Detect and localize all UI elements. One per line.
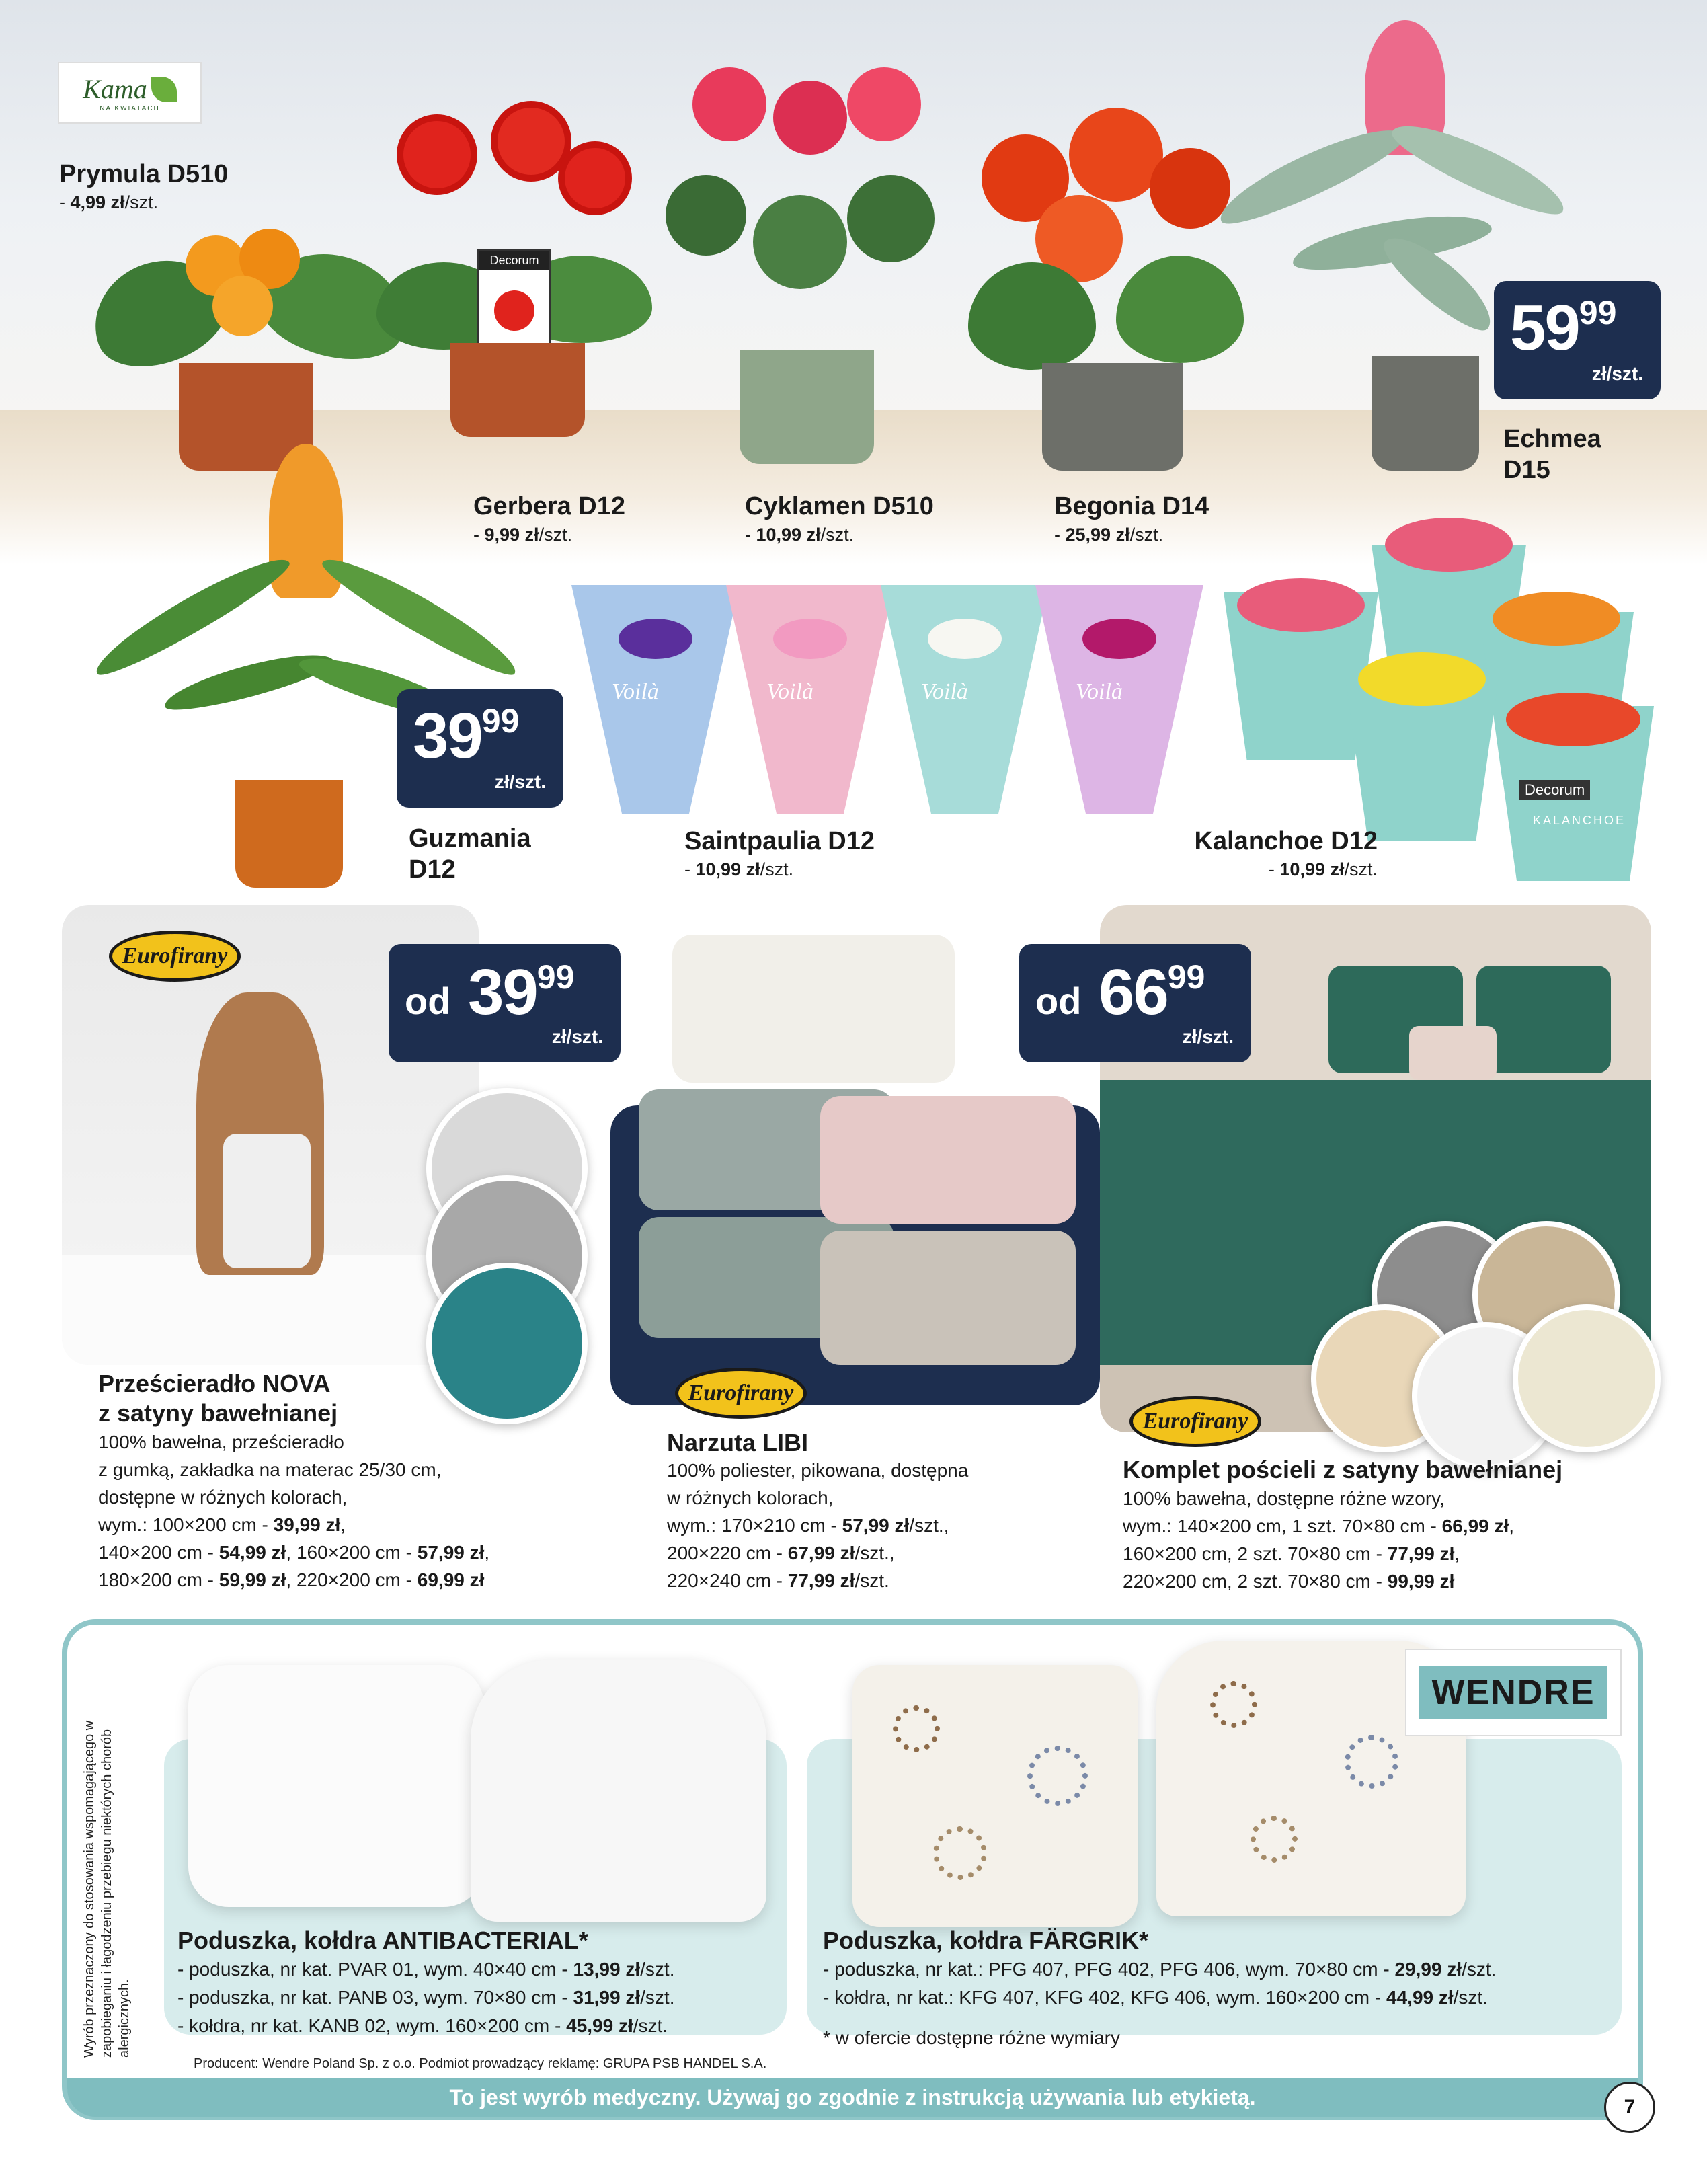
fargrik-title: Poduszka, kołdra FÄRGRIK* bbox=[823, 1926, 1149, 1954]
echmea-image bbox=[1210, 20, 1573, 471]
kama-logo bbox=[58, 62, 202, 124]
begonia-image bbox=[968, 108, 1251, 471]
leaf-icon bbox=[151, 77, 177, 102]
voila-label: Voilà bbox=[766, 679, 813, 704]
plant-name-kalanchoe: Kalanchoe D12 bbox=[1194, 827, 1378, 855]
bedspread-pink bbox=[820, 1096, 1076, 1224]
antibacterial-description: - poduszka, nr kat. PVAR 01, wym. 40×40 cm - 13,99 zł/szt. - poduszka, nr kat. PANB 03, wym. 70×80 cm - 31,99 zł/szt. - kołdra, nr kat. KANB 02, wym. 160×200 cm - 45,99 zł/szt. bbox=[177, 1959, 675, 2036]
plant-name-saintpaulia: Saintpaulia D12 bbox=[684, 827, 875, 855]
tag-big-number: 39 bbox=[468, 956, 537, 1028]
page-number-text: 7 bbox=[1624, 2096, 1636, 2118]
kama-logo-sub: NA KWIATACH bbox=[100, 105, 160, 112]
price-value: 4,99 zł bbox=[70, 192, 125, 212]
tag-cents: 99 bbox=[481, 702, 520, 740]
plant-name-prymula: Prymula D510 bbox=[59, 160, 229, 188]
tag-big-number: 66 bbox=[1099, 956, 1168, 1028]
plant-price-prymula: - 4,99 zł/szt. bbox=[59, 192, 159, 212]
kama-logo-text: Kama bbox=[83, 74, 147, 104]
allergy-note: Wyrób przeznaczony do stosowania wspomagającego w zapobieganiu i łagodzeniu przebiegu niektórych chorób alergicznych. bbox=[82, 1720, 132, 2058]
medical-notice-bar: To jest wyrób medyczny. Używaj go zgodnie z instrukcją używania lub etykietą. bbox=[67, 2078, 1638, 2117]
fargrik-note: * w ofercie dostępne różne wymiary bbox=[823, 2027, 1120, 2048]
narzuta-description: 100% poliester, pikowana, dostępna w różnych kolorach, wym.: 170×210 cm - 57,99 zł/szt., 200×220 cm - 67,99 zł/szt., 220×240 cm - 77,99 zł/szt. bbox=[667, 1460, 969, 1591]
plant-name-gerbera: Gerbera D12 bbox=[473, 492, 626, 520]
tag-cents: 99 bbox=[537, 958, 575, 996]
voila-label: Voilà bbox=[921, 679, 968, 704]
plant-name-echmea: Echmea D15 bbox=[1503, 425, 1601, 484]
price-tag-bedding bbox=[1019, 944, 1251, 1062]
kalanchoe-pot-label: KALANCHOE bbox=[1533, 814, 1626, 827]
cyklamen-image bbox=[639, 61, 961, 464]
plant-price-cyklamen: - 10,99 zł/szt. bbox=[745, 524, 855, 545]
voila-label: Voilà bbox=[1076, 679, 1123, 704]
price-tag-sheet bbox=[389, 944, 621, 1062]
eurofirany-logo: Eurofirany bbox=[109, 931, 241, 982]
price-value: 10,99 zł bbox=[695, 859, 760, 880]
wendre-logo-text: WENDRE bbox=[1431, 1673, 1595, 1712]
tag-big-number: 39 bbox=[413, 700, 482, 772]
fargrik-pillow-image bbox=[852, 1665, 1138, 1927]
producer-note: Producent: Wendre Poland Sp. z o.o. Podmiot prowadzący reklamę: GRUPA PSB HANDEL S.A. bbox=[194, 2056, 767, 2071]
antibacterial-title: Poduszka, kołdra ANTIBACTERIAL* bbox=[177, 1926, 588, 1954]
price-value: 25,99 zł bbox=[1065, 524, 1130, 545]
bedspread-beige bbox=[820, 1231, 1076, 1365]
antibacterial-pillow-image bbox=[188, 1665, 484, 1907]
sheet-description: 100% bawełna, prześcieradło z gumką, zakładka na materac 25/30 cm, dostępne w różnych kolorach, wym.: 100×200 cm - 39,99 zł, 140×200 cm - 54,99 zł, 160×200 cm - 57,99 zł, 180×200 cm - 59,99 zł, 220×200 cm - 69,99 zł bbox=[98, 1432, 490, 1590]
tag-od: od bbox=[405, 980, 451, 1022]
tag-cents: 99 bbox=[1167, 958, 1205, 996]
decorum-label: Decorum bbox=[479, 251, 549, 270]
tag-cents: 99 bbox=[1579, 294, 1617, 332]
bedspread-white bbox=[672, 935, 955, 1083]
tag-unit: zł/szt. bbox=[494, 771, 546, 792]
swatch-teal bbox=[426, 1263, 588, 1424]
plant-price-kalanchoe: - 10,99 zł/szt. bbox=[1268, 859, 1378, 880]
price-tag-guzmania bbox=[397, 689, 563, 808]
price-value: 10,99 zł bbox=[1279, 859, 1345, 880]
wendre-logo bbox=[1405, 1649, 1622, 1736]
komplet-title: Komplet pościeli z satyny bawełnianej bbox=[1123, 1456, 1563, 1483]
eurofirany-logo: Eurofirany bbox=[675, 1368, 807, 1419]
sheet-title: Prześcieradło NOVA z satyny bawełnianej bbox=[98, 1370, 338, 1427]
saintpaulia-image bbox=[571, 578, 1210, 820]
antibacterial-duvet-image bbox=[471, 1660, 766, 1922]
price-value: 9,99 zł bbox=[484, 524, 539, 545]
plant-price-begonia: - 25,99 zł/szt. bbox=[1054, 524, 1164, 545]
prymula-image bbox=[91, 222, 407, 471]
decorum-label: Decorum bbox=[1519, 780, 1590, 800]
tag-od: od bbox=[1035, 980, 1082, 1022]
price-value: 10,99 zł bbox=[756, 524, 821, 545]
eurofirany-logo: Eurofirany bbox=[1129, 1396, 1261, 1447]
tag-big-number: 59 bbox=[1510, 292, 1579, 364]
swatch-cream-floral bbox=[1513, 1304, 1661, 1452]
guzmania-image bbox=[81, 444, 538, 888]
komplet-description: 100% bawełna, dostępne różne wzory, wym.: 140×200 cm, 1 szt. 70×80 cm - 66,99 zł, 160×200 cm, 2 szt. 70×80 cm - 77,99 zł, 220×200 cm, 2 szt. 70×80 cm - 99,99 zł bbox=[1123, 1488, 1515, 1592]
tag-unit: zł/szt. bbox=[1591, 363, 1643, 384]
page-number bbox=[1604, 2082, 1655, 2133]
gerbera-image bbox=[376, 101, 659, 437]
plant-name-begonia: Begonia D14 bbox=[1054, 492, 1209, 520]
plant-name-cyklamen: Cyklamen D510 bbox=[745, 492, 934, 520]
tag-unit: zł/szt. bbox=[551, 1026, 603, 1047]
plant-name-guzmania: Guzmania D12 bbox=[409, 824, 531, 884]
price-tag-echmea bbox=[1494, 281, 1661, 399]
narzuta-title: Narzuta LIBI bbox=[667, 1429, 809, 1456]
fargrik-description: - poduszka, nr kat.: PFG 407, PFG 402, PFG 406, wym. 70×80 cm - 29,99 zł/szt. - kołdra, nr kat.: KFG 407, KFG 402, KFG 406, wym. 160×200 cm - 44,99 zł/szt. bbox=[823, 1959, 1497, 2008]
plant-price-gerbera: - 9,99 zł/szt. bbox=[473, 524, 573, 545]
tag-unit: zł/szt. bbox=[1182, 1026, 1234, 1047]
voila-label: Voilà bbox=[612, 679, 659, 704]
plant-price-saintpaulia: - 10,99 zł/szt. bbox=[684, 859, 794, 880]
